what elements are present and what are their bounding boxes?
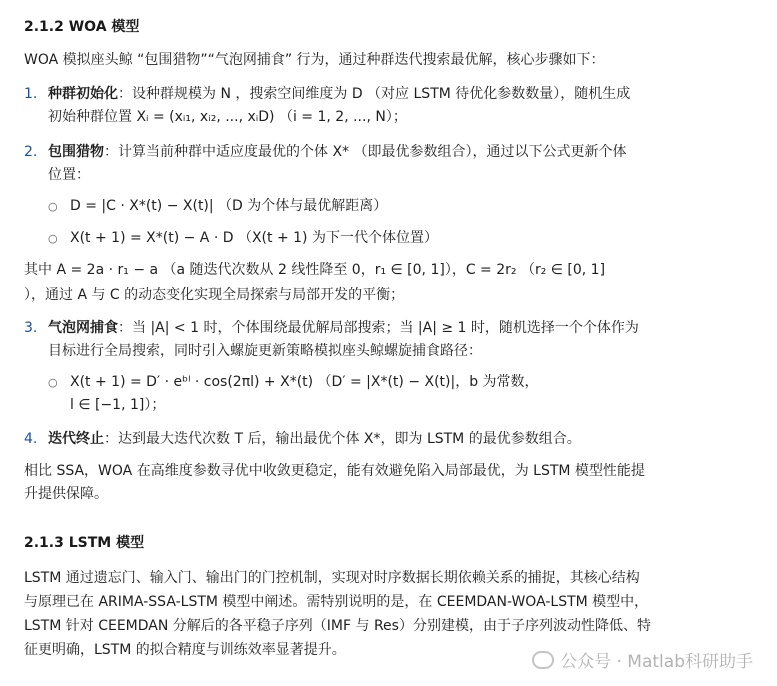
step-1-line2: 初始种群位置 Xᵢ = (xᵢ₁, xᵢ₂, ..., xᵢD) （i = 1, 2, ..., N）； (48, 109, 407, 125)
wechat-icon (532, 651, 554, 669)
step-3 (24, 317, 639, 340)
lstm-line4: 征更明确，LSTM 的拟合精度与训练效率显著提升。 (24, 642, 346, 658)
step-2-line2: 位置： (48, 167, 90, 183)
step-text: ：计算当前种群中适应度最优的个体 X* （即最优参数组合），通过以下公式更新个体 (104, 144, 627, 160)
woa-intro: WOA 模拟座头鲸 “包围猎物”“气泡网捕食” 行为，通过种群迭代搜索最优解，核心步骤如下： (24, 52, 605, 68)
lstm-line1: LSTM 通过遗忘门、输入门、输出门的门控机制，实现对时序数据长期依赖关系的捕捉，其核心结构 (24, 570, 640, 586)
step-text: ：达到最大迭代次数 T 后，输出最优个体 X*，即为 LSTM 的最优参数组合。 (104, 431, 581, 447)
watermark-text: 公众号 · Matlab科研助手 (560, 652, 753, 672)
step-label: 迭代终止 (48, 431, 104, 447)
section-title-woa: 2.1.2 WOA 模型 (24, 19, 140, 35)
step-4 (24, 428, 581, 451)
step-label: 包围猎物 (48, 144, 104, 160)
bullet-icon: ○ (48, 200, 58, 213)
watermark (532, 647, 753, 672)
lstm-line3: LSTM 针对 CEEMDAN 分解后的各平稳子序列（IMF 与 Res）分别建模，由于子序列波动性降低、特 (24, 618, 651, 634)
step-number: 3. (24, 320, 38, 336)
step-label: 种群初始化 (48, 86, 118, 102)
step-label: 气泡网捕食 (48, 320, 118, 336)
step-3-bullet-1-cont: l ∈ [−1, 1]）； (70, 397, 166, 413)
conclusion-line1: 相比 SSA，WOA 在高维度参数寻优中收敛更稳定，能有效避免陷入局部最优，为 LSTM 模型性能提 (24, 463, 645, 479)
lstm-line2: 与原理已在 ARIMA-SSA-LSTM 模型中阐述。需特别说明的是，在 CEEMDAN-WOA-LSTM 模型中， (24, 594, 649, 610)
step-3-line2: 目标进行全局搜索，同时引入螺旋更新策略模拟座头鲸螺旋捕食路径： (48, 343, 482, 359)
step-2-bullet-2 (24, 227, 438, 250)
step-2 (24, 141, 627, 164)
formula: X(t + 1) = X*(t) − A · D （X(t + 1) 为下一代个体位置） (70, 230, 438, 246)
param-note-line2: ），通过 A 与 C 的动态变化实现全局探索与局部开发的平衡； (24, 287, 405, 303)
step-1 (24, 83, 630, 106)
conclusion-line2: 升提供保障。 (24, 486, 108, 502)
step-3-bullet-1 (24, 371, 539, 394)
bullet-icon: ○ (48, 376, 58, 389)
step-number: 2. (24, 144, 38, 160)
step-number: 1. (24, 86, 38, 102)
param-note-line1: 其中 A = 2a · r₁ − a （a 随迭代次数从 2 线性降至 0，r₁ ∈ [0, 1]），C = 2r₂ （r₂ ∈ [0, 1] (24, 262, 606, 278)
step-number: 4. (24, 431, 38, 447)
section-title-lstm: 2.1.3 LSTM 模型 (24, 535, 145, 551)
formula: D = |C · X*(t) − X(t)| （D 为个体与最优解距离） (70, 198, 388, 214)
step-text: ：设种群规模为 N ，搜索空间维度为 D （对应 LSTM 待优化参数数量），随机生成 (118, 86, 631, 102)
step-text: ：当 |A| < 1 时，个体围绕最优解局部搜索；当 |A| ≥ 1 时，随机选择一个个体作为 (118, 320, 639, 336)
formula: X(t + 1) = D′ · eᵇˡ · cos(2πl) + X*(t) （D′ = |X*(t) − X(t)|，b 为常数， (70, 374, 539, 390)
bullet-icon: ○ (48, 232, 58, 245)
step-2-bullet-1 (24, 195, 387, 218)
